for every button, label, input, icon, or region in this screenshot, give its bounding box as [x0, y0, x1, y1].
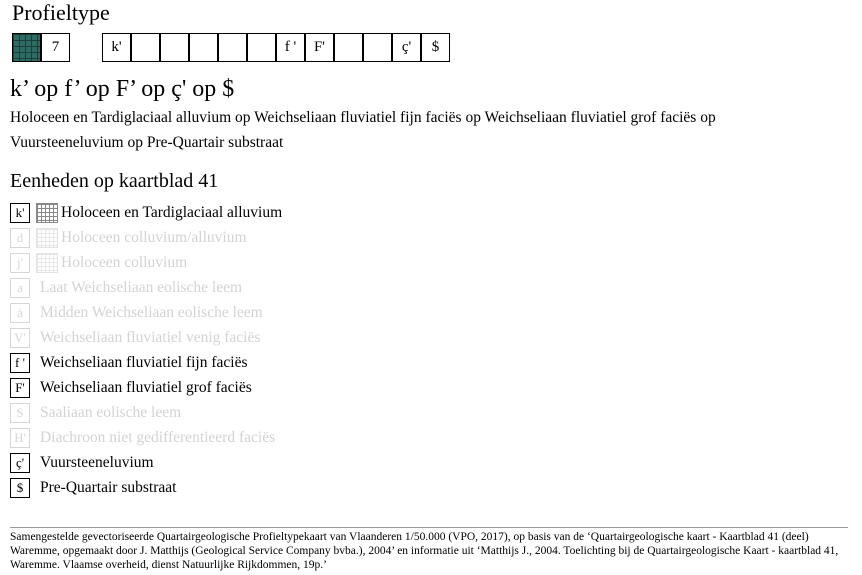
- unit-label: Holoceen colluvium/alluvium: [61, 229, 247, 246]
- page-title: Profieltype: [12, 0, 110, 25]
- profile-cell: k': [102, 33, 131, 62]
- unit-symbol: V': [10, 328, 30, 348]
- unit-symbol: S: [10, 403, 30, 423]
- profile-cell: f ': [276, 33, 305, 62]
- unit-symbol: ç': [10, 453, 30, 473]
- unit-symbol: a: [10, 278, 30, 298]
- source-footnote: Samengestelde gevectoriseerde Quartairgeologische Profieltypekaart van Vlaanderen 1/50.000 (VPO, 2017), op basis van de ‘Quartairgeologische kaart - Kaartblad 41 (deel) Waremme, opgemaakt door J. Matthijs (Geological Service Company bvba.), 2004’ en informatie uit ‘Matthijs J., 2004. Toelichting bij de Quartairgeologische Kaart - kaartblad 41, Waremme. Vlaamse overheid, dienst Natuurlijke Rijkdommen, 19p.’: [10, 531, 839, 571]
- unit-symbol: j': [10, 253, 30, 273]
- unit-label: Weichseliaan fluviatiel fijn faciës: [40, 354, 248, 371]
- profile-cell: [131, 33, 160, 62]
- profile-cell: [189, 33, 218, 62]
- profile-cell: ç': [392, 33, 421, 62]
- profile-description: Holoceen en Tardiglaciaal alluvium op Weichseliaan fluviatiel fijn faciës op Weichseliaan fluviatiel grof faciës op Vuursteeneluvium op Pre-Quartair substraat: [10, 109, 716, 151]
- unit-label: Midden Weichseliaan eolische leem: [40, 304, 263, 321]
- profile-cell: [334, 33, 363, 62]
- grid-pattern-icon: [36, 203, 58, 223]
- footer-divider: [10, 527, 848, 528]
- grid-pattern-icon: [36, 253, 58, 273]
- unit-symbol: $: [10, 478, 30, 498]
- unit-label: Diachroon niet gedifferentieerd faciës: [40, 429, 276, 446]
- unit-label: Weichseliaan fluviatiel grof faciës: [40, 379, 252, 396]
- unit-label: Pre-Quartair substraat: [40, 479, 177, 496]
- unit-symbol: f ': [10, 353, 30, 373]
- unit-symbol: k': [10, 203, 30, 223]
- unit-symbol: à: [10, 303, 30, 323]
- unit-symbol: F': [10, 378, 30, 398]
- profile-cell: $: [421, 33, 450, 62]
- profile-cell: [363, 33, 392, 62]
- unit-label: Saaliaan eolische leem: [40, 404, 182, 421]
- unit-label: Weichseliaan fluviatiel venig faciës: [40, 329, 261, 346]
- unit-label: Laat Weichseliaan eolische leem: [40, 279, 243, 296]
- profile-formula: k’ op f’ op F’ op ç' op $: [10, 76, 235, 102]
- unit-label: Holoceen en Tardiglaciaal alluvium: [61, 204, 283, 221]
- unit-symbol: d: [10, 228, 30, 248]
- unit-symbol: H': [10, 428, 30, 448]
- profile-cell: F': [305, 33, 334, 62]
- unit-label: Holoceen colluvium: [61, 254, 188, 271]
- unit-label: Vuursteeneluvium: [40, 454, 154, 471]
- profile-cell: [160, 33, 189, 62]
- profile-cell: [247, 33, 276, 62]
- units-heading: Eenheden op kaartblad 41: [10, 170, 219, 192]
- grid-pattern-icon: [36, 228, 58, 248]
- profile-color-swatch: [12, 33, 41, 62]
- profile-cell: 7: [41, 33, 70, 62]
- profile-cell: [218, 33, 247, 62]
